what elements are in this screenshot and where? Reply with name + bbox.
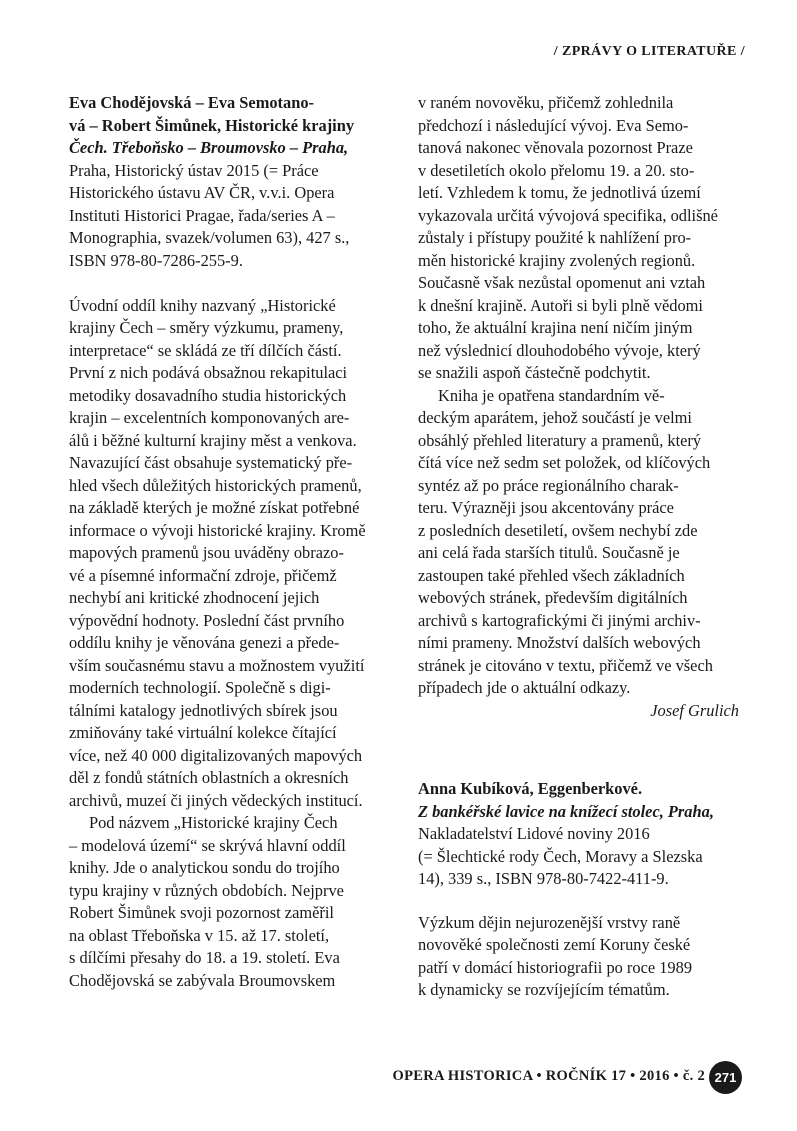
citation-line-text: Anna Kubíková, Eggenberkové. <box>418 779 643 798</box>
review1-paragraph-2 <box>69 812 373 992</box>
text-line: – modelová území“ se skrývá hlavní oddíl <box>69 835 346 855</box>
text-line: Chodějovská se zabývala Broumovskem <box>69 970 336 990</box>
text-line: k dnešní krajině. Autoři si byli plně vědomi <box>418 295 703 315</box>
text-line: mapových pramenů jsou uváděny obrazo- <box>69 543 344 562</box>
citation-line-text: Čech. Třeboňsko – Broumovsko – Praha, <box>69 138 349 157</box>
text-line: v raném novověku, přičemž zohlednila <box>418 93 674 112</box>
text-line: zůstaly i přístupy použité k nahlížení pro- <box>418 228 692 247</box>
text-line: informace o vývoji historické krajiny. Kromě <box>69 520 366 540</box>
citation-line: Praha, Historický ústav 2015 (= Práce <box>69 160 319 180</box>
text-line: na oblast Třeboňska v 15. až 17. století, <box>69 925 330 945</box>
page-number-badge: 271 <box>709 1061 742 1094</box>
text-line: předchozí i následující vývoj. Eva Semo- <box>418 115 689 135</box>
text-line: novověké společnosti zemí Koruny české <box>418 935 691 954</box>
text-line: čítá více než sedm set položek, od klíčových <box>418 453 711 472</box>
text-line: děl z fondů státních oblastních a okresních <box>69 768 349 787</box>
citation-line: Monographia, svazek/volumen 63), 427 s., <box>69 228 350 247</box>
citation-line <box>69 115 373 138</box>
text-line: Kniha je opatřena standardním vě- <box>438 385 665 405</box>
journal-footer: OPERA HISTORICA • ROČNÍK 17 • 2016 • č. 2 <box>392 1068 705 1084</box>
citation-line <box>69 92 373 115</box>
text-line: álů i běžné kulturní krajiny měst a venkova. <box>69 430 357 450</box>
citation-line <box>418 801 739 824</box>
citation-line: Nakladatelství Lidové noviny 2016 <box>418 824 650 843</box>
text-line: Pod názvem „Historické krajiny Čech <box>89 813 338 832</box>
text-line: Současně však nezůstal opomenut ani vztah <box>418 273 706 292</box>
text-line: vykazovala určitá vývojová specifika, odlišné <box>418 205 718 225</box>
review1-paragraph-3 <box>418 385 739 700</box>
text-line: moderních technologií. Společně s digi- <box>69 678 331 697</box>
text-line: se snažili aspoň částečně podchytit. <box>418 363 651 382</box>
text-line: První z nich podává obsažnou rekapitulaci <box>69 363 348 382</box>
text-line: z posledních desetiletí, ovšem nechybí zde <box>418 520 698 540</box>
text-line: případech jde o aktuální odkazy. <box>418 678 631 697</box>
text-line: Navazující část obsahuje systematický pře- <box>69 453 353 472</box>
text-line: knihy. Jde o analytickou sondu do trojího <box>69 858 340 877</box>
text-line: webových stránek, především digitálních <box>418 588 688 607</box>
text-line: hled všech důležitých historických pramenů, <box>69 475 362 495</box>
citation-line-text: Eva Chodějovská – Eva Semotano- <box>69 93 314 112</box>
text-line: vé a písemné informační zdroje, přičemž <box>69 565 337 585</box>
text-line: vším současnému stavu a možnostem využití <box>69 655 365 675</box>
text-line: typu krajiny v různých obdobích. Nejprve <box>69 880 344 900</box>
text-line: zastoupen také přehled všech základních <box>418 565 685 585</box>
text-line: krajin – excelentních komponovaných are- <box>69 408 350 427</box>
text-line: stránek je citováno v textu, přičemž ve všech <box>418 655 713 675</box>
citation-line: Historického ústavu AV ČR, v.v.i. Opera <box>69 183 335 202</box>
text-line: teru. Výrazněji jsou akcentovány práce <box>418 498 674 517</box>
text-line: ními prameny. Množství dalších webových <box>418 633 701 652</box>
text-line: zmiňovány také virtuální kolekce čítající <box>69 723 337 742</box>
text-line: tálními katalogy jednotlivých sbírek jsou <box>69 700 338 720</box>
citation-line: 14), 339 s., ISBN 978-80-7422-411-9. <box>418 869 669 888</box>
right-column <box>418 92 739 1002</box>
citation-line-text: Z bankéřské lavice na knížecí stolec, Praha, <box>418 801 714 821</box>
review1-citation <box>69 92 373 272</box>
citation-line: (= Šlechtické rody Čech, Moravy a Slezska <box>418 846 703 866</box>
citation-line <box>418 778 739 801</box>
text-line: než výslednicí dlouhodobého vývoje, který <box>418 340 701 360</box>
review2-citation <box>418 778 739 891</box>
text-line: archivů, muzeí či jiných vědeckých institucí. <box>69 790 363 810</box>
text-line: syntéz až po práce regionálního charak- <box>418 475 679 495</box>
text-line: Robert Šimůnek svoji pozornost zaměřil <box>69 903 334 922</box>
text-line: archivů s kartografickými či jinými archiv- <box>418 610 701 630</box>
text-line: krajiny Čech – směry výzkumu, prameny, <box>69 318 344 337</box>
text-line: metodiky dosavadního studia historických <box>69 385 347 405</box>
citation-line: Instituti Historici Pragae, řada/series A – <box>69 205 335 225</box>
text-line: interpretace“ se skládá ze tří dílčích částí. <box>69 340 342 360</box>
text-line: toho, že aktuální krajina není ničím jiným <box>418 318 693 337</box>
review1-paragraph-1 <box>69 295 373 813</box>
text-line: na základě kterých je možné získat potřebné <box>69 498 360 517</box>
text-line: Úvodní oddíl knihy nazvaný „Historické <box>69 295 336 315</box>
citation-line: ISBN 978-80-7286-255-9. <box>69 250 243 270</box>
section-header: / ZPRÁVY O LITERATUŘE / <box>553 44 745 59</box>
text-line: deckým aparátem, jehož součástí je velmi <box>418 408 692 427</box>
citation-line-text: vá – Robert Šimůnek, Historické krajiny <box>69 115 355 135</box>
text-line: tanová nakonec věnovala pozornost Praze <box>418 138 693 157</box>
citation-line <box>69 137 373 160</box>
text-line: nechybí ani kritické zhodnocení jejich <box>69 588 320 607</box>
text-line: měn historické krajiny zvolených regionů. <box>418 250 696 270</box>
text-line: letí. Vzhledem k tomu, že jednotlivá území <box>418 183 701 202</box>
text-line: v desetiletích okolo přelomu 19. a 20. sto- <box>418 160 695 180</box>
text-line: ani celá řada starších titulů. Současně je <box>418 543 680 562</box>
review2-paragraph-1 <box>418 912 739 1002</box>
text-line: oddílu knihy je věnována genezi a přede- <box>69 633 340 652</box>
text-line: výpovědní hodnoty. Poslední část prvního <box>69 610 345 630</box>
left-column <box>69 92 373 992</box>
text-line: patří v domácí historiografii po roce 1989 <box>418 957 693 977</box>
text-line: více, než 40 000 digitalizovaných mapových <box>69 745 363 765</box>
review1-paragraph-2-continued <box>418 92 739 385</box>
review-author: Josef Grulich <box>650 700 739 720</box>
text-line: Výzkum dějin nejurozenější vrstvy raně <box>418 912 681 932</box>
text-line: obsáhlý přehled literatury a pramenů, který <box>418 430 702 450</box>
text-line: s dílčími přesahy do 18. a 19. století. Eva <box>69 948 340 967</box>
text-line: k dynamicky se rozvíjejícím tématům. <box>418 980 670 999</box>
